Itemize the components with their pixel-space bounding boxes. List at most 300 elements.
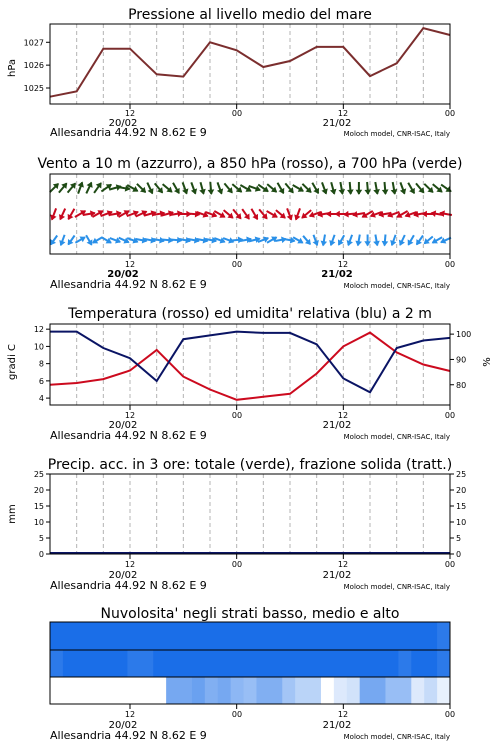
cloud-cell-alto [282,622,295,650]
wind-arrow-700hpa [383,182,388,194]
y-tick-label: 1025 [23,84,44,93]
wind-arrow-head [299,187,304,191]
cloud-cell-alto [411,622,424,650]
wind-arrow-head [298,239,303,243]
cloud-cell-alto [398,622,411,650]
wind-arrow-700hpa [94,183,101,193]
cloud-cell-medio [115,650,128,677]
y-tick-label: 15 [33,502,44,511]
cloud-cell-alto [321,622,334,650]
tick-label: 00 [444,260,456,269]
wind-arrow-head [357,190,362,194]
cloud-cell-medio [295,650,308,677]
cloud-cell-medio [50,650,63,677]
wind-arrow-850hpa [295,208,300,219]
wind-arrow-10m [68,236,74,245]
cloud-cell-alto [140,622,153,650]
wind-arrow-10m [374,235,379,246]
cloud-cell-basso [102,677,115,704]
wind-arrow-head [60,241,65,245]
wind-arrow-700hpa [50,184,58,192]
wind-arrow-10m [347,235,352,245]
y-tick-label: 4 [38,394,44,404]
wind-arrow-head [323,189,328,193]
pressure-line [50,28,450,97]
cloud-cell-alto [308,622,321,650]
wind-arrow-700hpa [78,182,83,193]
wind-arrow-head [220,213,225,217]
cloud-cell-alto [295,622,308,650]
model-label: Moloch model, CNR-ISAC, Italy [343,583,450,591]
cloud-cell-alto [334,622,347,650]
tick-label: 00 [231,411,243,420]
cloud-cell-medio [437,650,450,677]
cloud-cell-basso [166,677,179,704]
y-tick-label: 8 [38,359,44,369]
date-label: 20/02 [107,269,139,280]
wind-arrow-700hpa [433,184,442,192]
cloud-cell-medio [89,650,102,677]
cloud-cell-basso [244,677,257,704]
wind-arrow-10m [284,238,295,243]
wind-arrow-head [336,212,340,217]
cloud-cell-alto [256,622,269,650]
date-label: 20/02 [108,720,138,731]
wind-arrow-700hpa [441,185,451,192]
wind-arrow-10m [391,235,396,245]
cloud-cell-medio [282,650,295,677]
wind-arrow-700hpa [200,182,205,194]
cloud-cell-basso [256,677,269,704]
wind-arrow-head [273,213,278,217]
cloud-cell-alto [385,622,398,650]
wind-arrow-head [410,189,414,194]
location-label: Allesandria 44.92 N 8.62 E 9 [50,579,207,592]
wind-arrow-head [253,215,257,220]
wind-arrow-head [149,189,153,193]
plot-frame [50,24,450,104]
cloud-cell-medio [63,650,76,677]
model-label: Moloch model, CNR-ISAC, Italy [343,282,450,290]
cloud-cell-alto [102,622,115,650]
cloud-cell-medio [321,650,334,677]
cloud-cell-basso [437,677,450,704]
cloud-cell-medio [244,650,257,677]
wind-arrow-head [348,190,353,194]
wind-arrow-850hpa [251,209,257,219]
tick-label: 12 [124,560,136,569]
wind-arrow-head [218,189,223,193]
y-tick-label: 25 [33,470,44,479]
cloud-cell-basso [89,677,102,704]
cloud-cell-basso [127,677,140,704]
wind-arrow-10m [330,235,335,245]
wind-arrow-head [391,241,396,245]
cloud-cell-medio [192,650,205,677]
wind-arrow-head [212,213,216,218]
wind-arrow-head [374,241,379,245]
plot-frame [50,324,450,405]
wind-arrow-head [344,212,348,217]
wind-arrow-10m [60,235,65,245]
tick-label: 00 [444,710,456,719]
wind-arrow-850hpa [267,211,277,217]
cloud-cell-basso [321,677,334,704]
tick-label: 00 [231,109,243,118]
cloud-cell-alto [192,622,205,650]
y-tick-label: 1026 [23,61,44,71]
y2-tick-label: 0 [456,550,462,559]
wind-arrow-850hpa [60,209,66,220]
cloud-cell-alto [115,622,128,650]
wind-arrow-850hpa [51,208,56,219]
cloud-cell-alto [218,622,231,650]
wind-arrow-700hpa [424,184,433,192]
wind-arrow-head [68,215,72,220]
cloud-cell-alto [231,622,244,650]
wind-arrow-head [264,237,268,242]
cloud-cell-alto [63,622,76,650]
wind-arrow-700hpa [68,183,76,192]
wind-arrow-700hpa [365,182,370,194]
tick-label: 12 [337,411,349,420]
cloud-cell-basso [282,677,295,704]
cloud-cell-alto [205,622,218,650]
cloud-cell-medio [385,650,398,677]
tick-label: 12 [337,710,349,719]
cloud-cell-basso [192,677,205,704]
wind-title: Vento a 10 m (azzurro), a 850 hPa (rosso), a 700 hPa (verde) [37,156,463,172]
wind-arrow-head [433,239,438,243]
model-label: Moloch model, CNR-ISAC, Italy [343,433,450,441]
wind-arrow-head [183,189,188,193]
wind-arrow-head [107,239,112,243]
y2-tick-label: 20 [456,486,467,495]
wind-arrow-10m [383,235,388,246]
wind-arrow-head [295,215,300,219]
y2-tick-label: 90 [456,355,467,365]
wind-arrow-10m [365,235,370,246]
wind-arrow-head [209,190,214,194]
y-tick-label: 20 [33,486,44,495]
cloud-cell-basso [295,677,308,704]
cloud-cell-basso [373,677,386,704]
wind-arrow-700hpa [191,182,196,193]
wind-arrow-700hpa [348,182,353,194]
cloud-title: Nuvolosita' negli strati basso, medio e alto [100,606,400,622]
temperature-y-label: gradi C [7,344,18,380]
wind-arrow-850hpa [242,209,249,219]
location-label: Allesandria 44.92 N 8.62 E 9 [50,729,207,742]
cloud-cell-alto [437,622,450,650]
date-label: 21/02 [321,269,353,280]
wind-arrow-head [133,187,138,191]
cloud-cell-medio [102,650,115,677]
cloud-cell-alto [179,622,192,650]
wind-arrow-700hpa [331,182,336,194]
wind-arrow-head [310,213,314,218]
y2-tick-label: 15 [456,502,467,511]
wind-arrow-10m [417,236,423,245]
wind-arrow-700hpa [392,182,397,194]
wind-arrow-head [371,213,375,218]
cloud-cell-basso [115,677,128,704]
wind-arrow-head [175,189,179,194]
y2-tick-label: 5 [456,534,462,543]
wind-arrow-head [280,189,284,194]
wind-arrow-700hpa [218,182,223,193]
wind-arrow-700hpa [374,182,379,194]
cloud-cell-basso [50,677,63,704]
cloud-cell-medio [411,650,424,677]
wind-arrow-700hpa [357,182,362,194]
y-tick-label: 10 [33,518,44,527]
wind-arrow-10m [314,235,319,245]
wind-arrow-head [314,189,318,194]
y2-tick-label: 25 [456,470,467,479]
wind-arrow-700hpa [400,182,405,193]
wind-arrow-head [93,239,98,243]
cloud-cell-medio [308,650,321,677]
cloud-cell-basso [218,677,231,704]
location-label: Allesandria 44.92 N 8.62 E 9 [50,126,207,139]
wind-arrow-head [88,183,92,187]
date-label: 20/02 [108,570,138,581]
wind-arrow-700hpa [267,184,276,192]
cloud-cell-medio [347,650,360,677]
tick-label: 12 [337,109,349,118]
wind-arrow-700hpa [224,183,232,192]
wind-arrow-700hpa [173,183,179,193]
wind-arrow-700hpa [278,183,284,193]
precip-title: Precip. acc. in 3 ore: totale (verde), frazione solida (tratt.) [47,457,453,473]
cloud-cell-basso [308,677,321,704]
wind-arrow-head [383,190,388,194]
wind-arrow-10m [303,236,310,244]
wind-arrow-10m [400,235,405,245]
wind-arrow-head [383,242,388,246]
wind-arrow-head [365,190,370,194]
cloud-cell-basso [63,677,76,704]
cloud-cell-basso [76,677,89,704]
wind-arrow-head [374,190,379,194]
wind-arrow-head [98,211,103,215]
wind-arrow-head [60,215,64,219]
pressure-title: Pressione al livello medio del mare [128,7,372,23]
wind-arrow-10m [51,236,57,245]
wind-arrow-700hpa [322,182,327,193]
cloud-cell-basso [360,677,373,704]
wind-arrow-head [314,241,319,245]
wind-arrow-head [397,213,402,217]
cloud-cell-alto [50,622,63,650]
temperature-line [50,333,450,400]
tick-label: 12 [124,260,136,269]
cloud-cell-alto [166,622,179,650]
cloud-cell-medio [127,650,140,677]
wind-arrow-head [347,241,352,245]
tick-label: 12 [124,109,136,118]
cloud-cell-basso [179,677,192,704]
wind-arrow-head [321,241,326,245]
cloud-cell-medio [424,650,437,677]
y-tick-label: 1027 [23,38,44,48]
tick-label: 12 [124,411,136,420]
wind-arrow-head [401,189,406,193]
cloud-cell-basso [140,677,153,704]
wind-arrow-head [441,239,446,243]
wind-arrow-head [256,187,260,192]
wind-arrow-850hpa [302,210,311,218]
wind-arrow-head [340,190,345,194]
wind-arrow-head [400,241,404,246]
wind-arrow-700hpa [86,183,92,194]
cloud-cell-medio [360,650,373,677]
tick-label: 00 [231,260,243,269]
y-tick-label: 5 [38,534,44,543]
wind-arrow-head [246,187,251,191]
cloud-cell-alto [153,622,166,650]
wind-arrow-700hpa [285,183,293,192]
cloud-cell-basso [269,677,282,704]
wind-arrow-head [200,190,205,194]
date-label: 21/02 [322,720,352,731]
tick-label: 12 [124,710,136,719]
y-tick-label: 6 [38,376,44,386]
wind-arrow-700hpa [293,185,303,191]
wind-arrow-700hpa [209,182,214,194]
cloud-cell-medio [166,650,179,677]
date-label: 21/02 [322,570,352,581]
date-label: 21/02 [322,420,352,431]
cloud-cell-basso [411,677,424,704]
wind-arrow-head [406,213,410,218]
wind-arrow-10m [321,235,326,246]
y-tick-label: 0 [38,550,44,559]
cloud-cell-alto [269,622,282,650]
date-label: 20/02 [108,420,138,431]
cloud-cell-alto [424,622,437,650]
wind-arrow-700hpa [59,183,67,192]
wind-arrow-700hpa [147,183,153,194]
humidity-y-label: % [482,357,493,367]
wind-arrow-head [88,240,92,245]
cloud-cell-basso [347,677,360,704]
cloud-cell-alto [127,622,140,650]
wind-arrow-700hpa [416,183,424,192]
cloud-cell-medio [76,650,89,677]
pressure-y-label: hPa [7,58,18,78]
date-label: 20/02 [108,118,138,129]
wind-arrow-head [392,190,397,194]
cloud-cell-basso [398,677,411,704]
y2-tick-label: 100 [456,330,472,340]
cloud-cell-basso [205,677,218,704]
temperature-title: Temperatura (rosso) ed umidita' relativa (blu) a 2 m [68,306,432,322]
tick-label: 00 [231,560,243,569]
wind-arrow-700hpa [155,183,163,192]
humidity-line [50,332,450,393]
wind-arrow-700hpa [408,183,414,193]
cloud-cell-basso [334,677,347,704]
cloud-cell-alto [360,622,373,650]
wind-arrow-head [288,215,293,219]
wind-arrow-700hpa [137,184,146,192]
wind-arrow-head [331,190,336,194]
cloud-cell-basso [153,677,166,704]
location-label: Allesandria 44.92 N 8.62 E 9 [50,278,207,291]
cloud-cell-basso [231,677,244,704]
wind-arrow-head [339,240,343,245]
y-tick-label: 10 [33,342,44,352]
cloud-cell-basso [424,677,437,704]
tick-label: 00 [444,560,456,569]
cloud-cell-medio [205,650,218,677]
tick-label: 00 [444,109,456,118]
cloud-cell-medio [398,650,411,677]
wind-arrow-head [356,241,361,245]
wind-arrow-head [431,211,435,216]
date-label: 21/02 [322,118,352,129]
cloud-cell-alto [76,622,89,650]
tick-label: 12 [337,260,349,269]
wind-arrow-head [365,242,370,246]
location-label: Allesandria 44.92 N 8.62 E 9 [50,429,207,442]
wind-arrow-head [192,189,197,193]
tick-label: 12 [337,560,349,569]
wind-arrow-head [327,212,331,217]
cloud-cell-medio [334,650,347,677]
cloud-cell-alto [373,622,386,650]
wind-arrow-700hpa [163,184,172,192]
cloud-cell-alto [89,622,102,650]
wind-arrow-700hpa [312,183,318,193]
cloud-cell-medio [269,650,282,677]
y2-tick-label: 10 [456,518,467,527]
wind-arrow-850hpa [68,209,74,219]
plot-frame [50,474,450,554]
wind-arrow-10m [93,237,103,243]
cloud-cell-medio [179,650,192,677]
precip-y-label: mm [7,504,18,524]
y-tick-label: 12 [33,325,44,335]
wind-arrow-10m [86,235,92,245]
wind-arrow-head [79,182,84,186]
wind-arrow-700hpa [302,184,311,192]
model-label: Moloch model, CNR-ISAC, Italy [343,130,450,138]
cloud-cell-alto [347,622,360,650]
wind-arrow-10m [408,235,414,245]
cloud-cell-alto [244,622,257,650]
wind-arrow-head [124,211,128,215]
wind-arrow-head [330,241,335,245]
tick-label: 00 [444,411,456,420]
tick-label: 00 [231,710,243,719]
model-label: Moloch model, CNR-ISAC, Italy [343,733,450,741]
wind-arrow-10m [424,237,432,244]
cloud-cell-medio [140,650,153,677]
cloud-cell-medio [153,650,166,677]
wind-arrow-10m [356,235,361,246]
cloud-cell-basso [385,677,398,704]
cloud-cell-medio [256,650,269,677]
wind-arrow-head [408,240,412,245]
cloud-cell-medio [218,650,231,677]
cloud-cell-medio [373,650,386,677]
y2-tick-label: 80 [456,380,467,390]
wind-arrow-head [51,215,56,219]
cloud-cell-medio [231,650,244,677]
